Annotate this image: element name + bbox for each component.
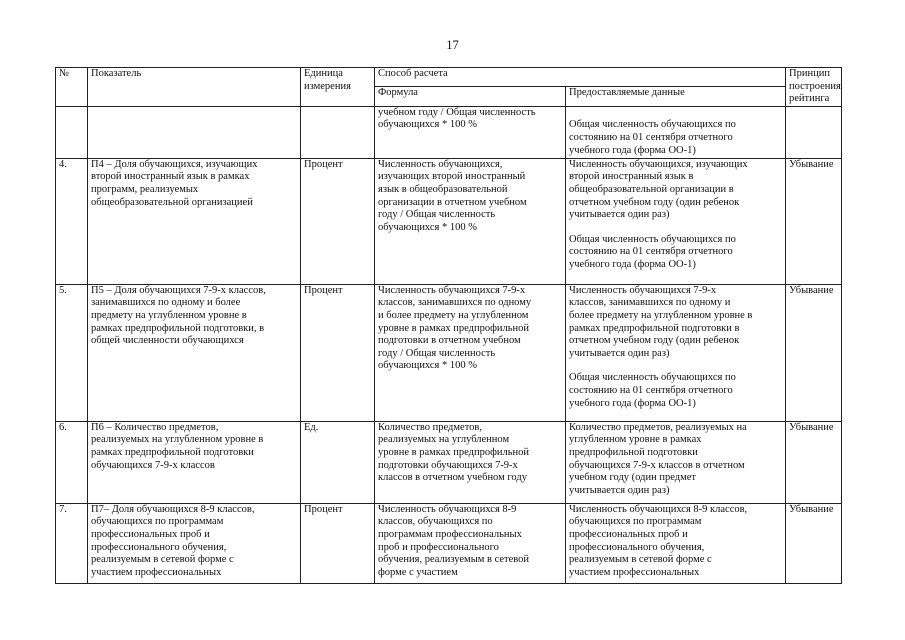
provided-data-text: Численность обучающихся 7-9-х классов, занимавшихся по одному и более предмету на углубленном уровне в рамках предпрофильной подготовки в отчетном учебном году (один ребенок учитывается один раз) [569, 284, 753, 359]
provided-data-text: Общая численность обучающихся по состоянию на 01 сентября отчетного учебного года (форма ОО-1) [569, 119, 736, 156]
provided-data-text: Численность обучающихся 8-9 классов, обучающихся по программам профессиональных проб и профессионального обучения, реализуемым в сетевой форме с участием профессиональных [569, 503, 748, 578]
header-formula: Формула [375, 87, 566, 106]
table-row [56, 106, 842, 158]
unit-cell: Процент [301, 158, 375, 284]
row-number: 6. [56, 421, 88, 503]
formula-cell: учебном году / Общая численность обучающихся * 100 % [375, 106, 566, 158]
provided-data-cell [566, 503, 786, 583]
formula-cell: Численность обучающихся 8-9 классов, обучающихся по программам профессиональных проб и профессионального обучения, реализуемым в сетевой форме с участием [375, 503, 566, 583]
unit-cell: Процент [301, 503, 375, 583]
table-row [56, 284, 842, 421]
header-indicator: Показатель [88, 68, 301, 107]
header-unit: Единица измерения [301, 68, 375, 107]
provided-data-cell [566, 421, 786, 503]
provided-data-text-secondary: Общая численность обучающихся по состоянию на 01 сентября отчетного учебного года (форма ОО-1) [569, 233, 736, 270]
table-row [56, 421, 842, 503]
provided-data-text-secondary: Общая численность обучающихся по состоянию на 01 сентября отчетного учебного года (форма ОО-1) [569, 372, 736, 409]
indicator-cell: П6 – Количество предметов, реализуемых на углубленном уровне в рамках предпрофильной подготовки обучающихся 7-9-х классов [88, 421, 301, 503]
header-method: Способ расчета [375, 68, 786, 87]
table-row [56, 158, 842, 284]
header-num: № [56, 68, 88, 107]
principle-cell [786, 106, 842, 158]
table-header-row [56, 68, 842, 87]
header-principle: Принцип построения рейтинга [786, 68, 842, 107]
principle-cell: Убывание [786, 284, 842, 421]
formula-cell: Численность обучающихся, изучающих второй иностранный язык в общеобразовательной организации в отчетном учебном году / Общая численность обучающихся * 100 % [375, 158, 566, 284]
unit-cell [301, 106, 375, 158]
provided-data-cell [566, 158, 786, 284]
row-number: 5. [56, 284, 88, 421]
indicator-cell [88, 106, 301, 158]
principle-cell: Убывание [786, 421, 842, 503]
row-number: 4. [56, 158, 88, 284]
indicator-cell: П4 – Доля обучающихся, изучающих второй иностранный язык в рамках программ, реализуемых общеобразовательной организацией [88, 158, 301, 284]
provided-data-text: Численность обучающихся, изучающих второй иностранный язык в общеобразовательной организации в отчетном учебном году (один ребенок учитывается один раз) [569, 158, 748, 221]
provided-data-cell [566, 284, 786, 421]
provided-data-cell [566, 106, 786, 158]
formula-cell: Численность обучающихся 7-9-х классов, занимавшихся по одному и более предмету на углубленном уровне в рамках предпрофильной подготовки в отчетном учебном году / Общая численность обучающихся * 100 % [375, 284, 566, 421]
principle-cell: Убывание [786, 158, 842, 284]
header-provided-data: Предоставляемые данные [566, 87, 786, 106]
row-number [56, 106, 88, 158]
indicators-table [55, 67, 842, 584]
formula-cell: Количество предметов, реализуемых на углубленном уровне в рамках предпрофильной подготовки обучающихся 7-9-х классов в отчетном учебном году [375, 421, 566, 503]
unit-cell: Процент [301, 284, 375, 421]
row-number: 7. [56, 503, 88, 583]
page-number: 17 [446, 38, 459, 52]
unit-cell: Ед. [301, 421, 375, 503]
principle-cell: Убывание [786, 503, 842, 583]
indicator-cell: П7– Доля обучающихся 8-9 классов, обучающихся по программам профессиональных проб и профессионального обучения, реализуемым в сетевой форме с участием профессиональных [88, 503, 301, 583]
table-row [56, 503, 842, 583]
indicator-cell: П5 – Доля обучающихся 7-9-х классов, занимавшихся по одному и более предмету на углубленном уровне в рамках предпрофильной подготовки, в общей численности обучающихся [88, 284, 301, 421]
provided-data-text: Количество предметов, реализуемых на углубленном уровне в рамках предпрофильной подготовки обучающихся 7-9-х классов в отчетном учебном году (один предмет учитывается один раз) [569, 421, 747, 496]
